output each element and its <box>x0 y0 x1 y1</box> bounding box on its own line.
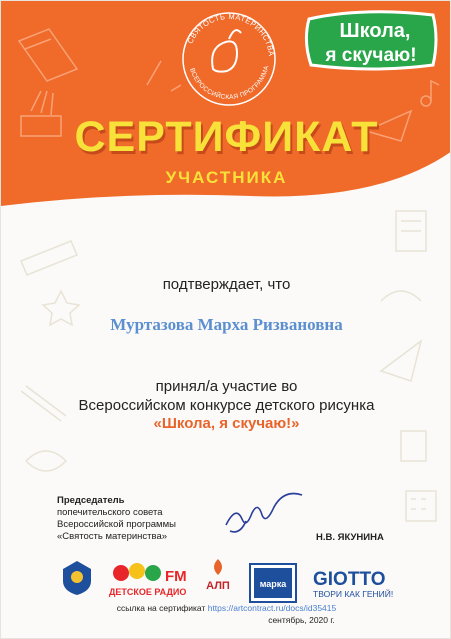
badge-line1: Школа, <box>339 20 411 42</box>
handwritten-signature <box>216 491 306 539</box>
federal-agency-emblem <box>59 559 95 597</box>
children-radio-text: ДЕТСКОЕ РАДИО <box>109 587 187 597</box>
signatory-line1: Председатель <box>57 495 125 506</box>
signatory-line3: Всероссийской программы <box>57 519 176 530</box>
fm-logo-text: FM <box>165 568 187 585</box>
signatory-line2: попечительского совета <box>57 507 163 518</box>
confirms-text: подтверждает, что <box>162 276 291 293</box>
certificate-title: СЕРТИФИКАТ <box>74 113 379 161</box>
giotto-tagline: ТВОРИ КАК ГЕНИЙ! <box>313 589 394 599</box>
contest-name: «Школа, я скучаю!» <box>153 415 300 432</box>
children-radio-logo <box>109 561 189 599</box>
alp-logo-text: АЛП <box>206 580 230 592</box>
certificate-link-line <box>1 603 451 613</box>
certificate-link[interactable]: https://artcontract.ru/docs/id35415 <box>207 603 337 613</box>
link-label: ссылка на сертификат <box>116 603 206 613</box>
marka-logo-text: марка <box>259 579 287 589</box>
contest-description: Всероссийском конкурсе детского рисунка <box>78 397 375 414</box>
issue-date: сентябрь, 2020 г. <box>268 615 335 625</box>
giotto-logo-text: GIOTTO <box>313 569 386 590</box>
alp-fund-logo <box>201 557 235 601</box>
signatory-line4: «Святость материнства» <box>57 531 168 542</box>
signer-name: Н.В. ЯКУНИНА <box>316 532 384 543</box>
participant-name: Муртазова Марха Ризвановна <box>110 315 343 334</box>
took-part-text: принял/а участие во <box>155 378 298 395</box>
badge-line2: я скучаю! <box>325 45 417 66</box>
signatory-title <box>57 495 176 543</box>
svg-text:СВЯТОСТЬ МАТЕРИНСТВА: СВЯТОСТЬ МАТЕРИНСТВА <box>185 11 276 58</box>
certificate-subtitle: УЧАСТНИКА <box>165 168 288 187</box>
school-i-miss-you-badge <box>303 9 439 71</box>
marka-logo <box>249 563 297 603</box>
svg-text:ВСЕРОССИЙСКАЯ ПРОГРАММА: ВСЕРОССИЙСКАЯ ПРОГРАММА <box>188 64 271 102</box>
giotto-logo <box>311 567 401 601</box>
